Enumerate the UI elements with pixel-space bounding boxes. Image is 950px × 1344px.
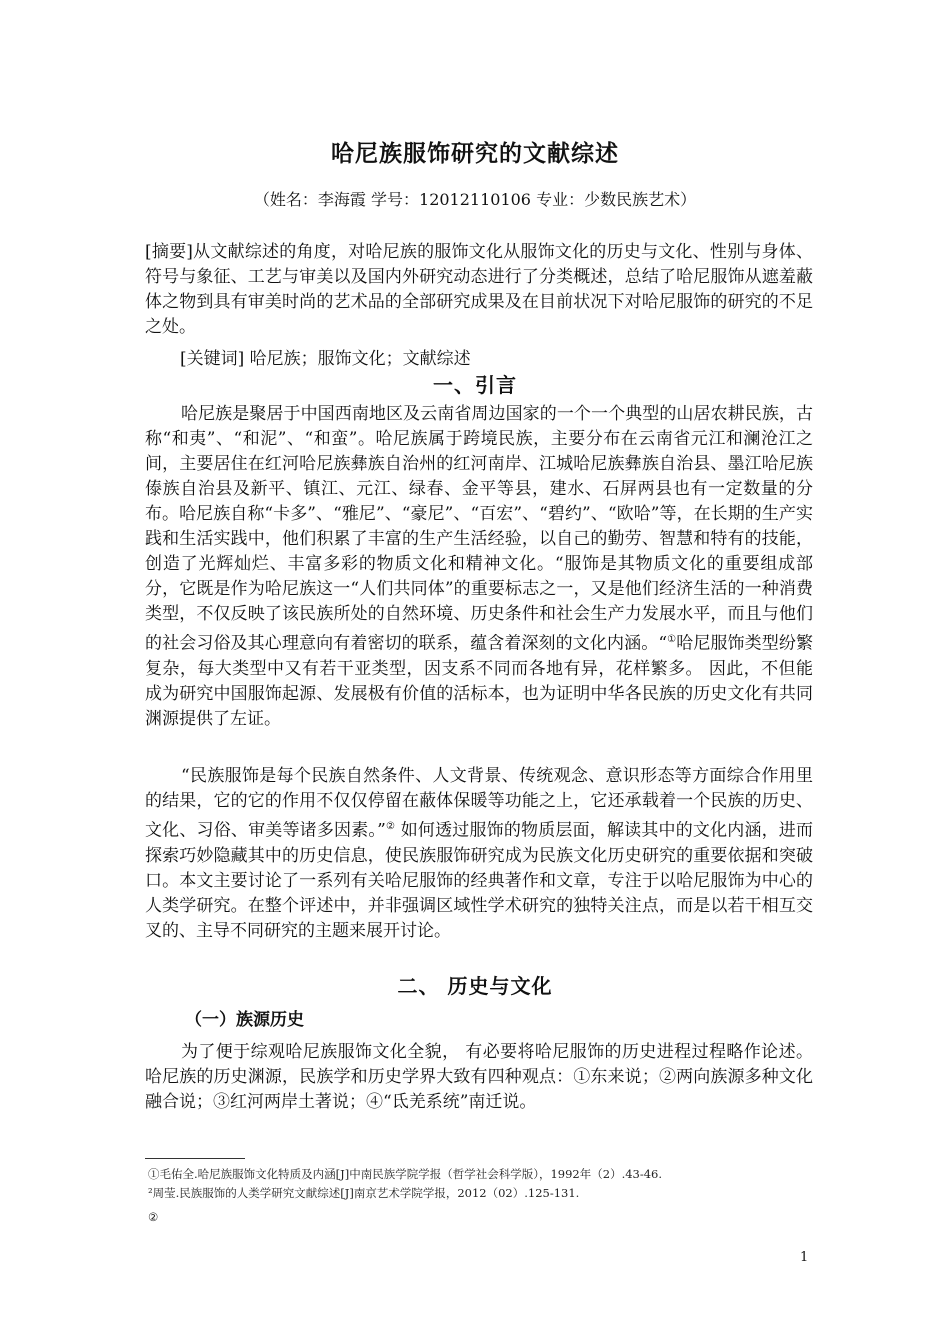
abstract bbox=[145, 240, 813, 340]
abstract-label: [摘要] bbox=[145, 242, 193, 262]
subsection-heading-origin: （一）族源历史 bbox=[185, 1010, 304, 1030]
intro-paragraph-1-text: 哈尼族是聚居于中国西南地区及云南省周边国家的一个一个典型的山居农耕民族，古称“和夷”、“和泥”、“和蛮”。哈尼族属于跨境民族，主要分布在云南省元江和澜沧江之间，主要居住在红河哈尼族彝族自治州的红河南岸、江城哈尼族彝族自治县、墨江哈尼族傣族自治县及新平、镇江、元江、绿春、金平等县，建水、石屏两县也有一定数量的分布。哈尼族自称“卡多”、“雅尼”、“豪尼”、“百宏”、“碧约”、“欧哈”等，在长期的生产实践和生活实践中，他们积累了丰富的生产生活经验，以自己的勤劳、智慧和特有的技能，创造了光辉灿烂、丰富多彩的物质文化和精神文化。“服饰是其物质文化的重要组成部分，它既是作为哈尼族这一“人们共同体”的重要标志之一，又是他们经济生活的一种消费类型，不仅反映了该民族所处的自然环境、历史条件和社会生产力发展水平，而且与他们的社会习俗及其心理意向有着密切的联系，蕴含着深刻的文化内涵。“ bbox=[145, 404, 813, 654]
intro-paragraph-2 bbox=[145, 764, 813, 944]
footnote-1: ①毛佑全.哈尼族服饰文化特质及内涵[J]中南民族学院学报（哲学社会科学版），1992年（2）.43-46. bbox=[148, 1167, 663, 1181]
footnote-2: ²周莹.民族服饰的人类学研究文献综述[J]南京艺术学院学报，2012（02）.125-131. bbox=[148, 1186, 580, 1200]
keywords bbox=[180, 344, 471, 369]
page-number: 1 bbox=[800, 1250, 809, 1265]
footnote-ref-1: ① bbox=[667, 634, 677, 645]
keywords-label: [关键词] bbox=[180, 349, 245, 369]
intro-paragraph-2-text: “民族服饰是每个民族自然条件、人文背景、传统观念、意识形态等方面综合作用里的结果，它的它的作用不仅仅停留在蔽体保暖等功能之上，它还承载着一个民族的历史、文化、习俗、审美等诸多因素。” bbox=[145, 766, 813, 841]
footnote-divider bbox=[145, 1158, 245, 1159]
history-paragraph-1: 为了便于综观哈尼族服饰文化全貌， 有必要将哈尼服饰的历史进程过程略作论述。哈尼族的历史渊源，民族学和历史学界大致有四种观点：①东来说；②两向族源多种文化融合说；③红河两岸土著说；④“氐羌系统”南迁说。 bbox=[145, 1042, 813, 1112]
section-heading-intro: 一、引言 bbox=[433, 373, 517, 397]
paper-title: 哈尼族服饰研究的文献综述 bbox=[331, 140, 619, 167]
intro-paragraph-2-tail: 如何透过服饰的物质层面，解读其中的文化内涵，进而探索巧妙隐藏其中的历史信息，使民族服饰研究成为民族文化历史研究的重要依据和突破口。本文主要讨论了一系列有关哈尼服饰的经典著作和文章，专注于以哈尼服饰为中心的人类学研究。在整个评述中，并非强调区域性学术研究的独特关注点，而是以若干相互交叉的、主导不同研究的主题来展开讨论。 bbox=[145, 820, 813, 941]
footnote-ref-2: ② bbox=[385, 821, 396, 832]
intro-paragraph-1-tail: 哈尼服饰类型纷繁复杂，每大类型中又有若干亚类型，因支系不同而各地有异，花样繁多。 因此，不但能成为研究中国服饰起源、发展极有价值的活标本，也为证明中华各民族的历史文化有共同渊源提供了左证。 bbox=[145, 633, 813, 729]
author-info: （姓名：李海霞 学号：12012110106 专业：少数民族艺术） bbox=[253, 190, 697, 209]
intro-paragraph-1 bbox=[145, 402, 813, 732]
keywords-text: 哈尼族；服饰文化；文献综述 bbox=[244, 349, 471, 369]
footnote-3: ② bbox=[148, 1210, 159, 1224]
abstract-text: 从文献综述的角度，对哈尼族的服饰文化从服饰文化的历史与文化、性别与身体、符号与象征、工艺与审美以及国内外研究动态进行了分类概述，总结了哈尼服饰从遮羞蔽体之物到具有审美时尚的艺术品的全部研究成果及在目前状况下对哈尼服饰的研究的不足之处。 bbox=[145, 242, 813, 337]
section-heading-history: 二、 历史与文化 bbox=[397, 974, 553, 998]
